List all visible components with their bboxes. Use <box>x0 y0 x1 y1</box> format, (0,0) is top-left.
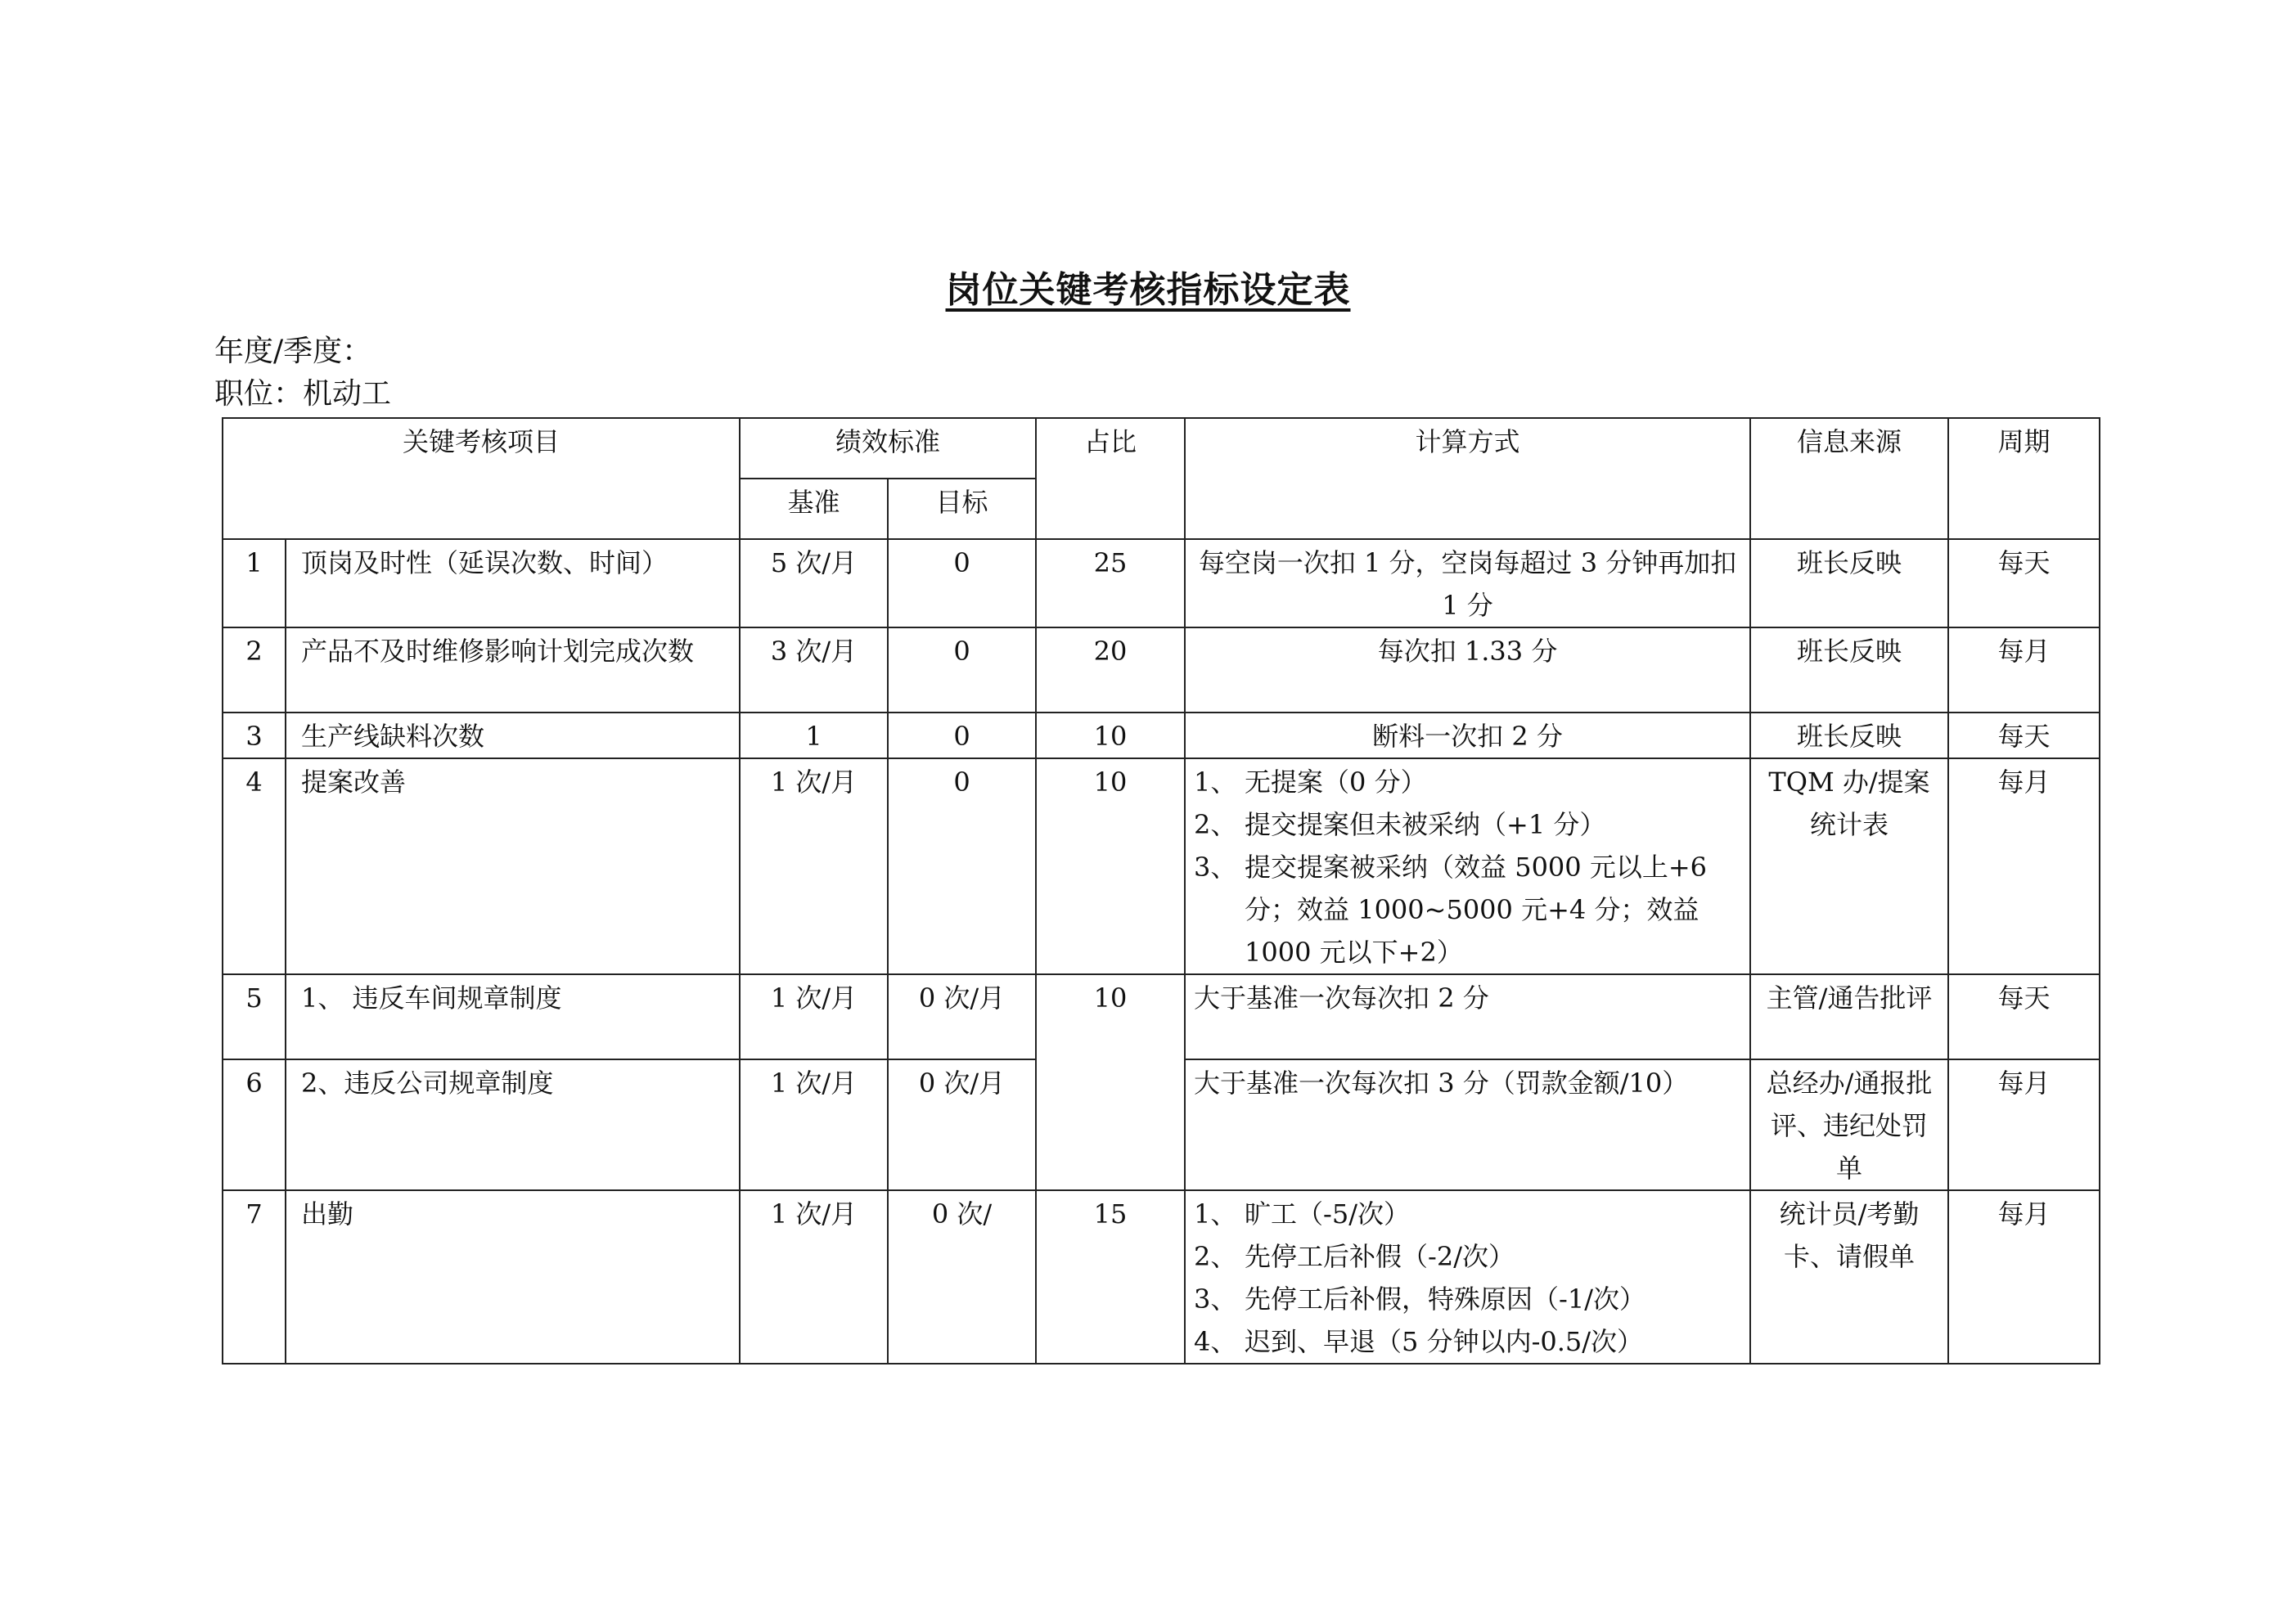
row-target: 0 次/月 <box>888 974 1036 1059</box>
header-period: 周期 <box>1948 418 2100 539</box>
list-number: 4、 <box>1194 1326 1237 1357</box>
row-period: 每天 <box>1948 974 2100 1059</box>
list-number: 1、 <box>1194 767 1237 798</box>
row-source: 主管/通告批评 <box>1750 974 1948 1059</box>
table-row <box>223 539 2100 627</box>
row-period: 每月 <box>1948 1059 2100 1190</box>
row-source: 班长反映 <box>1750 627 1948 713</box>
row-period: 每天 <box>1948 713 2100 758</box>
table-row <box>223 974 2100 1059</box>
row-target: 0 次/月 <box>888 1059 1036 1190</box>
row-calculation: 断料一次扣 2 分 <box>1185 713 1750 758</box>
row-baseline: 1 次/月 <box>740 758 888 974</box>
header-weight: 占比 <box>1036 418 1185 539</box>
row-source: 班长反映 <box>1750 713 1948 758</box>
row-weight: 25 <box>1036 539 1185 627</box>
list-text: 提交提案但未被采纳（+1 分） <box>1245 809 1606 840</box>
row-item: 生产线缺料次数 <box>286 713 740 758</box>
page-title: 岗位关键考核指标设定表 <box>945 269 1351 311</box>
row-target: 0 <box>888 713 1036 758</box>
table-row <box>223 758 2100 974</box>
row-period: 每月 <box>1948 1190 2100 1364</box>
row-source: 总经办/通报批评、违纪处罚单 <box>1750 1059 1948 1190</box>
row-source: TQM 办/提案统计表 <box>1750 758 1948 974</box>
list-text: 提交提案被采纳（效益 5000 元以上+6 分；效益 1000~5000 元+4 分；效益 1000 元以下+2） <box>1245 852 1707 968</box>
list-text: 先停工后补假，特殊原因（-1/次） <box>1245 1284 1645 1315</box>
header-calculation: 计算方式 <box>1185 418 1750 539</box>
row-item: 2、违反公司规章制度 <box>286 1059 740 1190</box>
row-number: 1 <box>223 539 286 627</box>
calculation-list-item <box>1194 761 1741 803</box>
list-number: 2、 <box>1194 809 1237 840</box>
row-weight: 10 <box>1036 713 1185 758</box>
list-text: 旷工（-5/次） <box>1245 1198 1410 1230</box>
row-calculation: 大于基准一次每次扣 3 分（罚款金额/10） <box>1185 1059 1750 1190</box>
list-text: 迟到、早退（5 分钟以内-0.5/次） <box>1245 1326 1644 1357</box>
row-number: 6 <box>223 1059 286 1190</box>
row-period: 每天 <box>1948 539 2100 627</box>
row-period: 每月 <box>1948 758 2100 974</box>
row-baseline: 1 次/月 <box>740 1190 888 1364</box>
list-text: 无提案（0 分） <box>1245 767 1427 798</box>
header-baseline: 基准 <box>740 479 888 539</box>
calculation-list-item <box>1194 803 1741 846</box>
table-row <box>223 1190 2100 1364</box>
header-item: 关键考核项目 <box>223 418 740 539</box>
header-source: 信息来源 <box>1750 418 1948 539</box>
row-number: 7 <box>223 1190 286 1364</box>
row-number: 2 <box>223 627 286 713</box>
row-target: 0 次/ <box>888 1190 1036 1364</box>
row-baseline: 3 次/月 <box>740 627 888 713</box>
position-label: 职位：机动工 <box>214 377 392 411</box>
row-target: 0 <box>888 758 1036 974</box>
header-standard: 绩效标准 <box>740 418 1036 479</box>
list-number: 3、 <box>1194 852 1237 883</box>
row-item: 出勤 <box>286 1190 740 1364</box>
row-weight: 10 <box>1036 758 1185 974</box>
kpi-table <box>222 417 2100 1364</box>
list-number: 3、 <box>1194 1284 1237 1315</box>
calculation-list-item <box>1194 1320 1741 1363</box>
row-period: 每月 <box>1948 627 2100 713</box>
row-source: 班长反映 <box>1750 539 1948 627</box>
row-number: 5 <box>223 974 286 1059</box>
row-source: 统计员/考勤卡、请假单 <box>1750 1190 1948 1364</box>
row-number: 4 <box>223 758 286 974</box>
row-target: 0 <box>888 539 1036 627</box>
row-baseline: 1 次/月 <box>740 1059 888 1190</box>
row-baseline: 1 <box>740 713 888 758</box>
row-baseline: 5 次/月 <box>740 539 888 627</box>
row-baseline: 1 次/月 <box>740 974 888 1059</box>
table-row <box>223 627 2100 713</box>
row-item: 顶岗及时性（延误次数、时间） <box>286 539 740 627</box>
row-weight: 15 <box>1036 1190 1185 1364</box>
row-weight: 20 <box>1036 627 1185 713</box>
calculation-list-item <box>1194 846 1741 973</box>
row-calculation <box>1185 1190 1750 1364</box>
header-row <box>223 418 2100 479</box>
list-number: 1、 <box>1194 1198 1237 1230</box>
calculation-list <box>1194 761 1741 973</box>
row-target: 0 <box>888 627 1036 713</box>
calculation-list-item <box>1194 1278 1741 1320</box>
year-quarter-label: 年度/季度： <box>214 335 372 368</box>
row-weight: 10 <box>1036 974 1185 1190</box>
row-item: 1、 违反车间规章制度 <box>286 974 740 1059</box>
row-calculation <box>1185 758 1750 974</box>
header-target: 目标 <box>888 479 1036 539</box>
row-item: 提案改善 <box>286 758 740 974</box>
calculation-list-item <box>1194 1193 1741 1235</box>
row-calculation: 每空岗一次扣 1 分，空岗每超过 3 分钟再加扣 1 分 <box>1185 539 1750 627</box>
list-text: 先停工后补假（-2/次） <box>1245 1241 1515 1272</box>
row-calculation: 每次扣 1.33 分 <box>1185 627 1750 713</box>
table-row <box>223 713 2100 758</box>
row-calculation: 大于基准一次每次扣 2 分 <box>1185 974 1750 1059</box>
calculation-list <box>1194 1193 1741 1363</box>
list-number: 2、 <box>1194 1241 1237 1272</box>
row-number: 3 <box>223 713 286 758</box>
row-item: 产品不及时维修影响计划完成次数 <box>286 627 740 713</box>
calculation-list-item <box>1194 1235 1741 1278</box>
